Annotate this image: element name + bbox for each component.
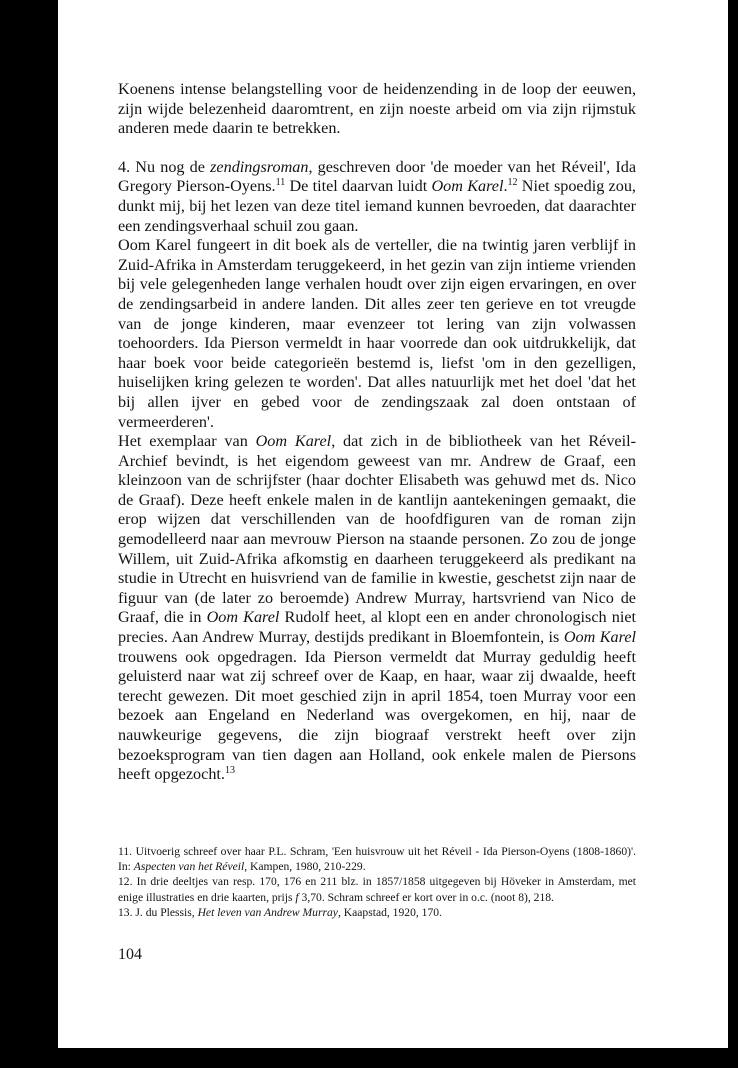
text-run: Het exemplaar van bbox=[118, 432, 256, 451]
footnote bbox=[118, 874, 636, 904]
paragraph bbox=[118, 158, 636, 236]
paragraph bbox=[118, 236, 636, 432]
text-run: , dat zich in de bibliotheek van het Réveil-Archief bevindt, is het eigendom geweest van mr. Andrew de Graaf, een kleinzoon van de schrijfster (haar dochter Elisabeth was gehuwd met ds. Nico de Graaf). Deze heeft enkele malen in de kantlijn aantekeningen gemaakt, die erop wijzen dat verschillenden van de hoofdfiguren van de roman zijn gemodelleerd naar aan mevrouw Pierson na staande personen. Zo zou de jonge Willem, uit Zuid-Afrika afkomstig en daarheen teruggekeerd als predikant na studie in Utrecht en huisvriend van de familie in kwestie, geschetst zijn naar de figuur van (de later zo beroemde) Andrew Murray, hartsvriend van Nico de Graaf, die in bbox=[118, 432, 637, 627]
text-run: De titel daarvan luidt bbox=[285, 177, 432, 196]
text-run: Rudolf heet, al klopt een en ander chronologisch niet precies. Aan Andrew Murray, destijds predikant in Bloemfontein, is bbox=[118, 608, 636, 647]
scan-border-right bbox=[728, 0, 738, 1068]
text-run: 12. In drie deeltjes van resp. 170, 176 en 211 blz. in 1857/1858 uitgegeven bij Höveker in Amsterdam, met enige illustraties en drie kaarten, prijs bbox=[118, 875, 636, 904]
text-run: , Kampen, 1980, 210-229. bbox=[244, 860, 366, 874]
italic-text: zendingsroman bbox=[210, 157, 309, 176]
footnote-ref: 12 bbox=[507, 177, 518, 189]
page-number: 104 bbox=[118, 946, 142, 963]
footnote-ref: 13 bbox=[224, 765, 235, 777]
footnote bbox=[118, 844, 636, 874]
italic-text: Oom Karel bbox=[431, 177, 504, 196]
italic-text: Aspecten van het Réveil bbox=[133, 860, 245, 874]
italic-text: Het leven van Andrew Murray bbox=[197, 905, 338, 919]
footnote-ref: 11 bbox=[275, 177, 286, 189]
text-run: trouwens ook opgedragen. Ida Pierson vermeldt dat Murray geduldig heeft geluisterd naar wat zij schreef over de Kaap, en haar, waar zij dwaalde, heeft terecht gewezen. Dit moet geschied zijn in april 1854, toen Murray voor een bezoek aan Engeland en Nederland was overgekomen, en hij, naar de nauwkeurige gegevens, die zijn biograaf verstrekt heeft over zijn bezoeksprogram van tien dagen aan Holland, ook enkele malen de Piersons heeft opgezocht. bbox=[118, 647, 636, 784]
footnotes bbox=[118, 844, 636, 920]
italic-text: Oom Karel bbox=[255, 432, 332, 451]
italic-text: f bbox=[295, 890, 299, 904]
scan-border-bottom bbox=[0, 1048, 738, 1068]
italic-text: Oom Karel bbox=[206, 608, 280, 627]
italic-text: Oom Karel bbox=[563, 628, 637, 647]
text-run: Oom Karel fungeert in dit boek als de verteller, die na twintig jaren verblijf in Zuid-Afrika in Amsterdam teruggekeerd, in het gezin van zijn intieme vrienden bij vele gelegenheden lange verhalen houdt over zijn eigen ervaringen, en over de zendingsarbeid in andere landen. Dit alles zeer ten gerieve en tot vreugde van de jonge kinderen, maar evenzeer tot lering van zijn volwassen toehoorders. Ida Pierson vermeldt in haar voorrede dan ook uitdrukkelijk, dat haar boek voor beide categorieën bestemd is, liefst 'om in den gezelligen, huiselijken kring gelezen te worden'. Dat alles natuurlijk met het doel 'dat het bij allen ijver en gebed voor de zendingszaak zal doen ontstaan of vermeerderen'. bbox=[118, 236, 636, 431]
text-run: , Kaapstad, 1920, 170. bbox=[337, 905, 442, 919]
text-run: . bbox=[503, 177, 508, 196]
paragraph bbox=[118, 80, 636, 139]
text-run: 4. Nu nog de bbox=[118, 157, 211, 176]
text-run: Niet spoedig zou, dunkt mij, bij het lezen van deze titel iemand kunnen bevroeden, dat daarachter een zendingsverhaal schuil zou gaan. bbox=[118, 177, 636, 235]
body-text bbox=[118, 80, 636, 785]
text-run: , geschreven door 'de moeder van het Réveil', Ida Gregory Pierson-Oyens. bbox=[118, 157, 637, 196]
text-run: 13. J. du Plessis, bbox=[118, 905, 198, 919]
text-run: Koenens intense belangstelling voor de heidenzending in de loop der eeuwen, zijn wijde belezenheid daaromtrent, en zijn noeste arbeid om via zijn rijmstuk anderen mede daarin te betrekken. bbox=[118, 80, 636, 138]
paragraph bbox=[118, 432, 636, 785]
text-run: 11. Uitvoerig schreef over haar P.L. Schram, 'Een huisvrouw uit het Réveil - Ida Pierson-Oyens (1808-1860)'. In: bbox=[118, 845, 636, 874]
text-run: 3,70. Schram schreef er kort over in o.c. (noot 8), 218. bbox=[298, 890, 554, 904]
scan-border-left bbox=[0, 0, 58, 1068]
footnote bbox=[118, 905, 636, 920]
